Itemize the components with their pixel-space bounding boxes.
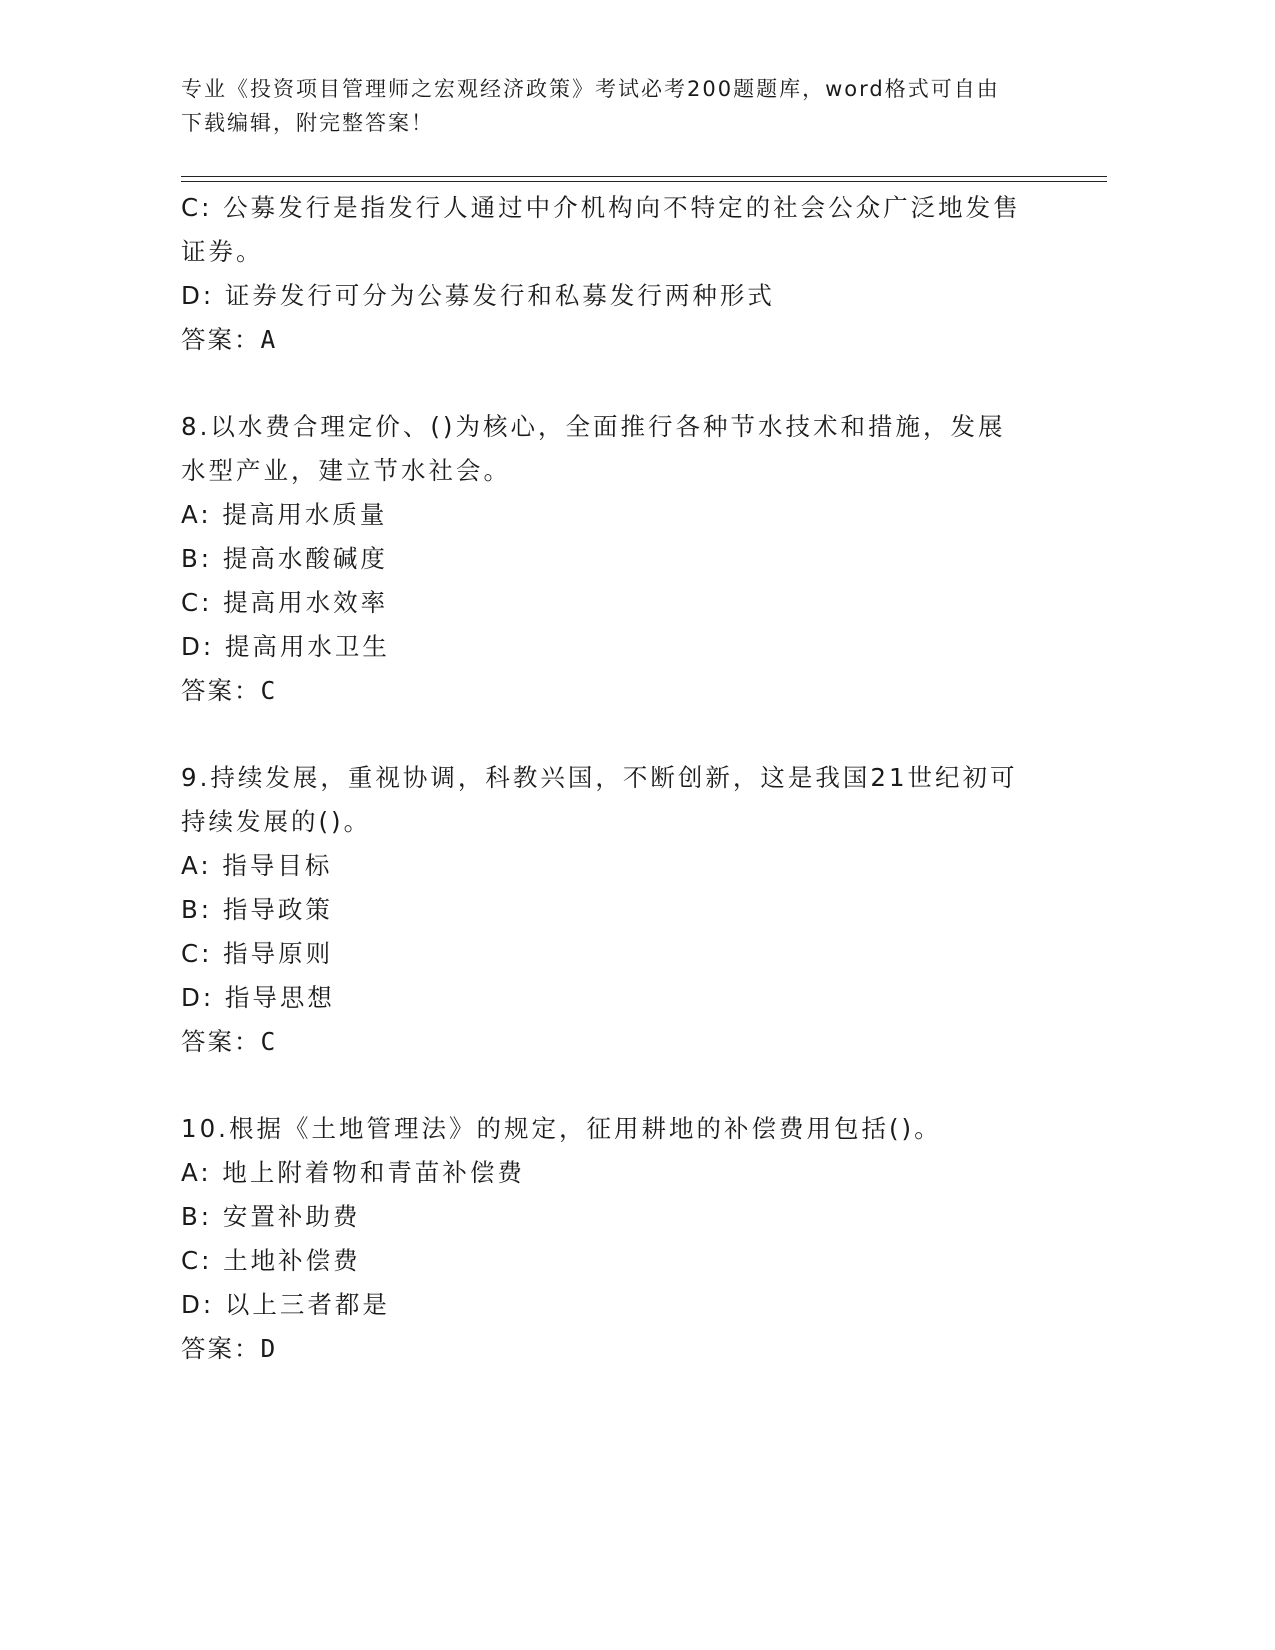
option-d: D: 提高用水卫生 — [181, 632, 390, 661]
question-8 — [181, 405, 1061, 713]
option-c-line-2: 证券。 — [181, 237, 264, 266]
header-line-2: 下载编辑，附完整答案！ — [181, 111, 434, 135]
option-c: C: 指导原则 — [181, 939, 334, 968]
question-stem-line-1: 9.持续发展，重视协调，科教兴国，不断创新，这是我国21世纪初可 — [181, 763, 1018, 792]
answer-line — [181, 669, 1061, 713]
option-b: B: 提高水酸碱度 — [181, 544, 388, 573]
header-line-1: 专业《投资项目管理师之宏观经济政策》考试必考200题题库，word格式可自由 — [181, 77, 1000, 101]
answer-value: C — [260, 1027, 279, 1056]
answer-label: 答案： — [181, 1334, 261, 1363]
answer-line — [181, 1020, 1061, 1064]
option-d: D: 指导思想 — [181, 983, 335, 1012]
option-d: D: 以上三者都是 — [181, 1290, 390, 1319]
option-c: C: 提高用水效率 — [181, 588, 389, 617]
option-c: C: 土地补偿费 — [181, 1246, 361, 1275]
question-stem-line-2: 持续发展的()。 — [181, 807, 372, 836]
answer-label: 答案： — [181, 325, 261, 354]
question-10 — [181, 1107, 1061, 1371]
answer-value: A — [260, 325, 279, 354]
header-divider-bottom — [181, 181, 1107, 182]
answer-value: D — [260, 1334, 279, 1363]
option-d: D: 证券发行可分为公募发行和私募发行两种形式 — [181, 281, 775, 310]
answer-label: 答案： — [181, 1027, 261, 1056]
answer-value: C — [260, 676, 279, 705]
question-stem-line-1: 10.根据《土地管理法》的规定，征用耕地的补偿费用包括()。 — [181, 1114, 942, 1143]
option-a: A: 指导目标 — [181, 851, 333, 880]
prev-question-block — [181, 186, 1061, 362]
question-9 — [181, 756, 1061, 1064]
answer-label: 答案： — [181, 676, 261, 705]
document-header — [181, 72, 1061, 140]
question-stem-line-2: 水型产业，建立节水社会。 — [181, 456, 511, 485]
option-c-line-1: C: 公募发行是指发行人通过中介机构向不特定的社会公众广泛地发售 — [181, 193, 1021, 222]
answer-line — [181, 318, 1061, 362]
option-a: A: 地上附着物和青苗补偿费 — [181, 1158, 525, 1187]
answer-line — [181, 1327, 1061, 1371]
header-divider-top — [181, 176, 1107, 177]
option-b: B: 指导政策 — [181, 895, 333, 924]
option-a: A: 提高用水质量 — [181, 500, 388, 529]
question-stem-line-1: 8.以水费合理定价、()为核心，全面推行各种节水技术和措施，发展 — [181, 412, 1006, 441]
option-b: B: 安置补助费 — [181, 1202, 361, 1231]
question-list — [181, 186, 1061, 1371]
